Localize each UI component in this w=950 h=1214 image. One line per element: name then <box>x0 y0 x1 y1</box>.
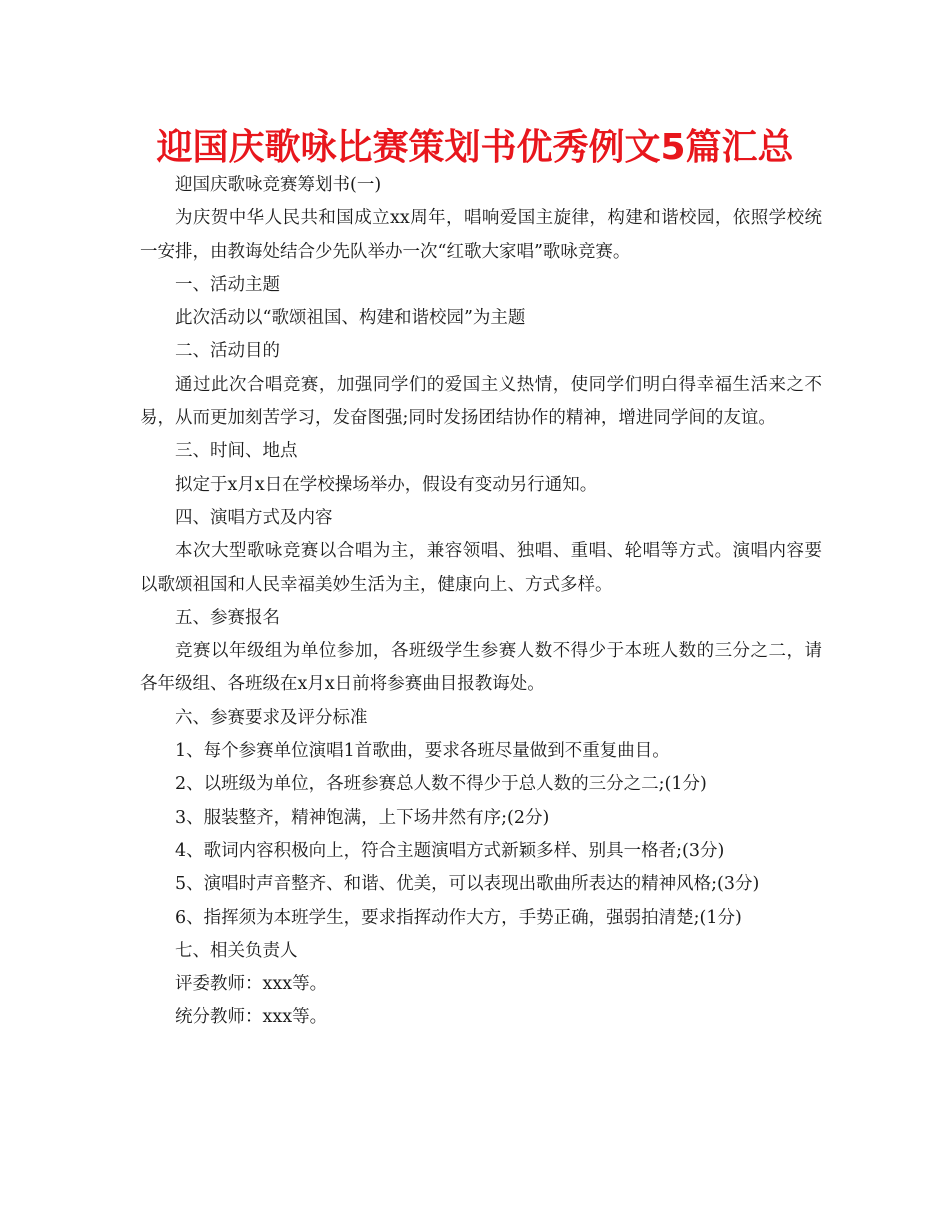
section-heading: 七、相关负责人 <box>175 940 298 961</box>
document-title: 迎国庆歌咏比赛策划书优秀例文5篇汇总 <box>156 127 794 168</box>
body-paragraph: 通过此次合唱竞赛，加强同学们的爱国主义热情，使同学们明白得幸福生活来之不易，从而更加刻苦学习，发奋图强;同时发扬团结协作的精神，增进同学间的友谊。 <box>140 374 822 429</box>
list-item: 6、指挥须为本班学生，要求指挥动作大方，手势正确，强弱拍清楚;(1分) <box>175 907 742 928</box>
section-heading: 一、活动主题 <box>175 274 280 295</box>
body-paragraph: 评委教师：xxx等。 <box>175 974 328 995</box>
section-heading: 三、时间、地点 <box>175 441 298 462</box>
section-heading: 二、活动目的 <box>175 341 280 362</box>
section-heading: 四、演唱方式及内容 <box>175 507 333 528</box>
list-item: 2、以班级为单位，各班参赛总人数不得少于总人数的三分之二;(1分) <box>175 774 707 795</box>
list-item: 3、服装整齐，精神饱满，上下场井然有序;(2分) <box>175 807 550 828</box>
body-paragraph: 拟定于x月x日在学校操场举办，假设有变动另行通知。 <box>175 474 598 495</box>
body-paragraph: 竞赛以年级组为单位参加，各班级学生参赛人数不得少于本班人数的三分之二，请各年级组、各班级在x月x日前将参赛曲目报教诲处。 <box>140 641 822 695</box>
body-paragraph: 本次大型歌咏竞赛以合唱为主，兼容领唱、独唱、重唱、轮唱等方式。演唱内容要以歌颂祖国和人民幸福美妙生活为主，健康向上、方式多样。 <box>140 541 822 595</box>
section-heading: 迎国庆歌咏竞赛筹划书(一) <box>175 175 382 195</box>
section-heading: 五、参赛报名 <box>175 607 280 628</box>
body-paragraph: 为庆贺中华人民共和国成立xx周年，唱响爱国主旋律，构建和谐校园，依照学校统一安排，由教诲处结合少先队举办一次“红歌大家唱”歌咏竞赛。 <box>140 208 822 262</box>
list-item: 1、每个参赛单位演唱1首歌曲，要求各班尽量做到不重复曲目。 <box>175 741 670 762</box>
list-item: 4、歌词内容积极向上，符合主题演唱方式新颖多样、别具一格者;(3分) <box>175 840 725 861</box>
body-paragraph: 此次活动以“歌颂祖国、构建和谐校园”为主题 <box>175 308 526 329</box>
body-paragraph: 统分教师：xxx等。 <box>175 1007 328 1028</box>
document-body <box>140 169 822 1035</box>
list-item: 5、演唱时声音整齐、和谐、优美，可以表现出歌曲所表达的精神风格;(3分) <box>175 874 760 895</box>
section-heading: 六、参赛要求及评分标准 <box>175 707 368 728</box>
